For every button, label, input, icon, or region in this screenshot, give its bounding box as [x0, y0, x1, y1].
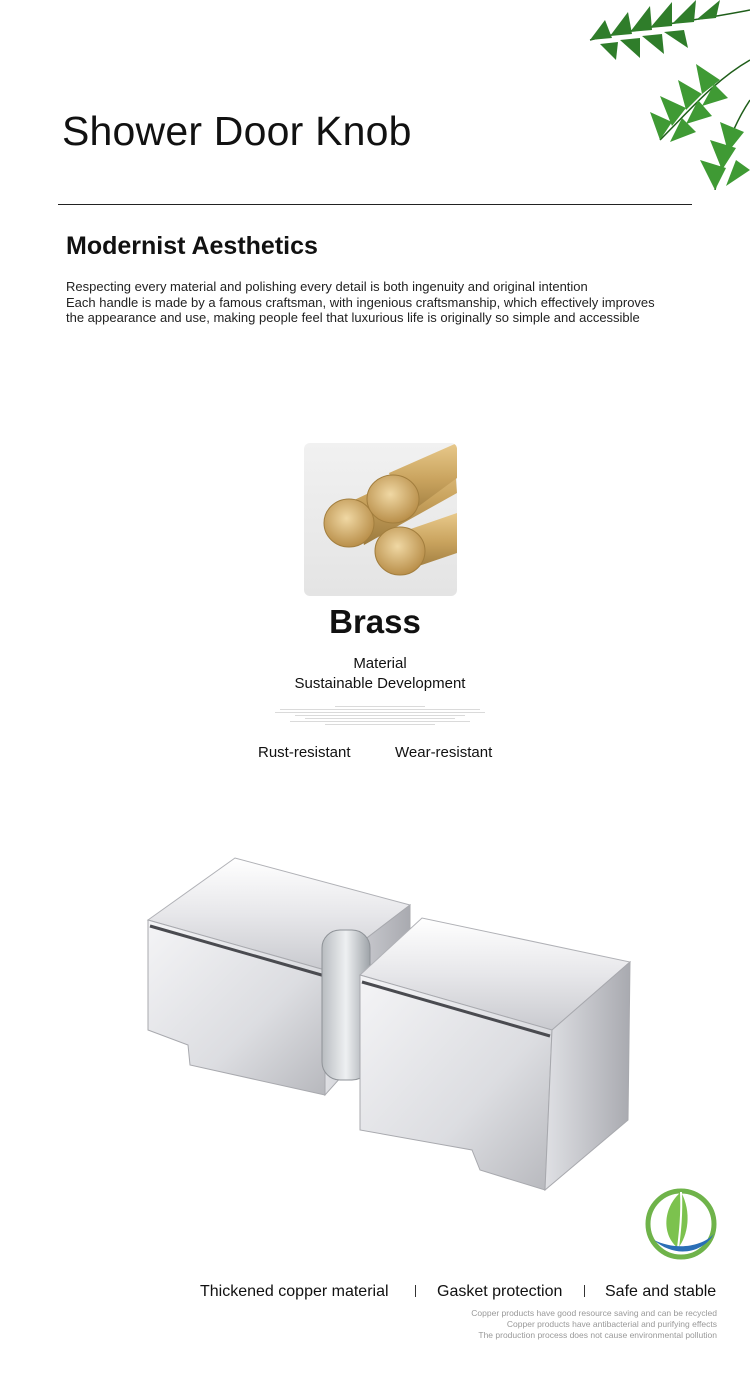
intro-paragraph [66, 279, 686, 326]
material-description: Sustainable Development [294, 675, 466, 692]
title-divider [58, 204, 692, 205]
material-name: Brass [329, 603, 421, 640]
intro-line: Each handle is made by a famous craftsman, with ingenious craftsmanship, which effectively improves [66, 294, 655, 310]
feature-separator [584, 1285, 585, 1297]
decorative-faint-lines [270, 706, 490, 727]
shower-door-knob-image [140, 850, 640, 1200]
brass-rods-image [304, 443, 457, 596]
fine-print-line: Copper products have good resource saving and can be recycled [471, 1308, 717, 1318]
material-label: Material [353, 655, 407, 672]
intro-line: Respecting every material and polishing every detail is both ingenuity and original intention [66, 279, 588, 294]
feature-separator [415, 1285, 416, 1297]
section-heading: Modernist Aesthetics [66, 232, 318, 260]
page-title: Shower Door Knob [62, 108, 412, 154]
feature-gasket-protection: Gasket protection [437, 1283, 563, 1300]
eco-leaf-icon [644, 1184, 718, 1262]
fine-print-line: The production process does not cause environmental pollution [478, 1330, 717, 1340]
fine-print-line: Copper products have antibacterial and purifying effects [506, 1319, 717, 1329]
feature-wear-resistant: Wear-resistant [395, 744, 493, 761]
palm-leaf-decoration [500, 0, 750, 190]
feature-safe-and-stable: Safe and stable [605, 1283, 717, 1300]
feature-thickened-copper: Thickened copper material [200, 1283, 389, 1300]
intro-line: the appearance and use, making people feel that luxurious life is originally so simple and accessible [66, 310, 640, 325]
fine-print [471, 1308, 717, 1341]
feature-rust-resistant: Rust-resistant [258, 744, 351, 761]
